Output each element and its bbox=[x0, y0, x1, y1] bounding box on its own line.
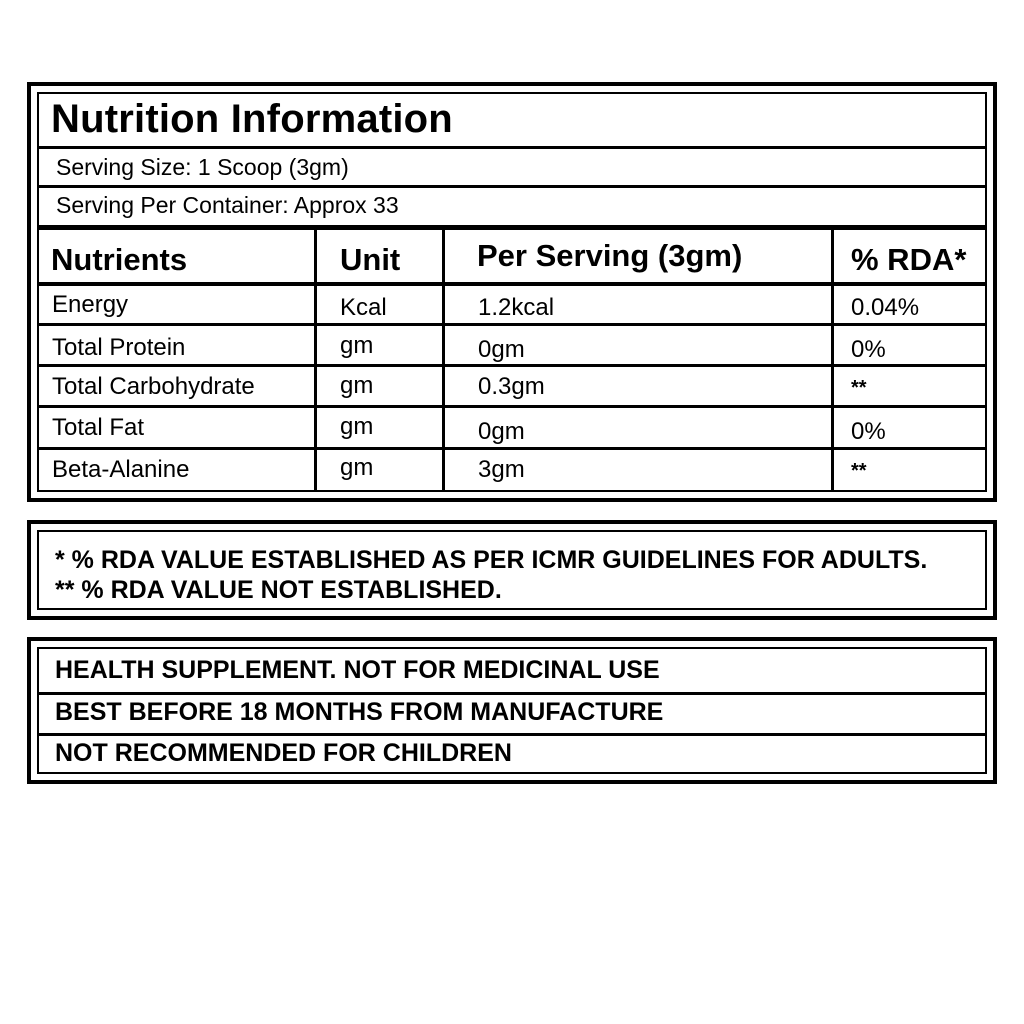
table-cell: 0% bbox=[851, 418, 886, 445]
nutrition-panel-inner bbox=[37, 92, 987, 492]
divider bbox=[39, 692, 985, 695]
divider bbox=[39, 364, 985, 367]
nutrition-panel bbox=[27, 82, 997, 502]
servings-per-container: Serving Per Container: Approx 33 bbox=[56, 192, 399, 218]
table-cell: gm bbox=[340, 372, 374, 399]
divider bbox=[39, 225, 985, 230]
table-cell: Total Carbohydrate bbox=[52, 373, 255, 400]
divider bbox=[39, 146, 985, 149]
footnote: ** % RDA VALUE NOT ESTABLISHED. bbox=[55, 576, 502, 604]
warnings-panel bbox=[27, 637, 997, 784]
table-cell: gm bbox=[340, 413, 374, 440]
table-cell: Total Protein bbox=[52, 334, 186, 361]
table-cell: 0.04% bbox=[851, 294, 920, 321]
divider bbox=[39, 405, 985, 408]
table-cell: ** bbox=[851, 377, 867, 399]
table-cell: 0.3gm bbox=[478, 373, 545, 400]
footnote: * % RDA VALUE ESTABLISHED AS PER ICMR GUIDELINES FOR ADULTS. bbox=[55, 546, 928, 574]
table-cell: gm bbox=[340, 454, 374, 481]
table-cell: 0% bbox=[851, 336, 886, 363]
warnings-panel-inner bbox=[37, 647, 987, 774]
table-cell: 3gm bbox=[478, 456, 525, 483]
column-divider bbox=[314, 230, 317, 490]
column-divider bbox=[831, 230, 834, 490]
header-per-serving: Per Serving (3gm) bbox=[477, 238, 743, 273]
table-cell: ** bbox=[851, 460, 867, 482]
footnote-panel bbox=[27, 520, 997, 620]
table-cell: Total Fat bbox=[52, 414, 145, 441]
table-cell: gm bbox=[340, 332, 374, 359]
divider bbox=[39, 282, 985, 286]
header-rda: % RDA* bbox=[851, 242, 967, 277]
panel-title: Nutrition Information bbox=[51, 97, 465, 142]
header-unit: Unit bbox=[340, 242, 401, 277]
header-nutrients: Nutrients bbox=[51, 242, 188, 277]
column-divider bbox=[442, 230, 445, 490]
divider bbox=[39, 185, 985, 188]
footnote-panel-inner bbox=[37, 530, 987, 610]
warning-line: BEST BEFORE 18 MONTHS FROM MANUFACTURE bbox=[55, 698, 664, 726]
divider bbox=[39, 733, 985, 736]
table-cell: 0gm bbox=[478, 336, 525, 363]
table-cell: Energy bbox=[52, 291, 129, 318]
divider bbox=[39, 447, 985, 450]
table-cell: Beta-Alanine bbox=[52, 456, 190, 483]
table-cell: Kcal bbox=[340, 294, 387, 321]
table-cell: 1.2kcal bbox=[478, 294, 555, 321]
table-cell: 0gm bbox=[478, 418, 525, 445]
warning-line: HEALTH SUPPLEMENT. NOT FOR MEDICINAL USE bbox=[55, 656, 660, 684]
serving-size: Serving Size: 1 Scoop (3gm) bbox=[56, 154, 349, 180]
divider bbox=[39, 323, 985, 326]
warning-line: NOT RECOMMENDED FOR CHILDREN bbox=[55, 739, 512, 767]
